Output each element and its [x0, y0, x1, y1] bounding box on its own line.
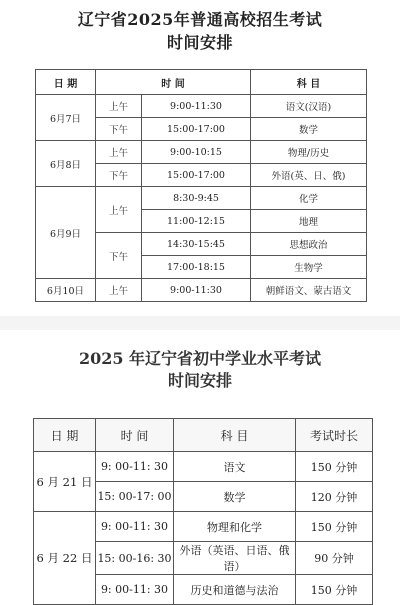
document-title-2	[0, 348, 400, 392]
duration-cell: 150 分钟	[296, 575, 373, 605]
subject-cell: 语文(汉语)	[251, 95, 367, 118]
title-2-line-2: 时间安排	[167, 371, 232, 390]
table-row	[34, 452, 373, 482]
subject-cell: 数学	[174, 482, 296, 512]
time-cell: 9: 00-11: 30	[96, 452, 174, 482]
subject-cell: 生物学	[251, 256, 367, 279]
subject-cell: 语文	[174, 452, 296, 482]
zhongkao-schedule-table	[33, 418, 373, 605]
period-cell: 下午	[96, 233, 142, 279]
period-cell: 下午	[96, 164, 142, 187]
duration-cell: 150 分钟	[296, 452, 373, 482]
subject-cell: 化学	[251, 187, 367, 210]
date-cell: 6 月 21 日	[34, 452, 96, 512]
subject-cell: 物理和化学	[174, 512, 296, 542]
date-cell: 6月7日	[36, 95, 96, 141]
header-date: 日 期	[34, 419, 96, 452]
title-2-line-1: 2025 年辽宁省初中学业水平考试	[78, 349, 322, 368]
subject-cell: 地理	[251, 210, 367, 233]
period-cell: 上午	[96, 95, 142, 118]
period-cell: 上午	[96, 141, 142, 164]
time-cell: 15: 00-16: 30	[96, 542, 174, 575]
period-cell: 上午	[96, 279, 142, 302]
title-1-line-1: 辽宁省2025年普通高校招生考试	[77, 10, 323, 29]
date-cell: 6月10日	[36, 279, 96, 302]
time-cell: 9:00-11:30	[142, 279, 251, 302]
duration-cell: 120 分钟	[296, 482, 373, 512]
header-subject: 科 目	[174, 419, 296, 452]
time-cell: 9:00-11:30	[142, 95, 251, 118]
time-cell: 11:00-12:15	[142, 210, 251, 233]
time-cell: 14:30-15:45	[142, 233, 251, 256]
subject-cell: 外语（英语、日语、俄语）	[174, 542, 296, 575]
header-time: 时 间	[96, 419, 174, 452]
time-cell: 9: 00-11: 30	[96, 575, 174, 605]
image-separator	[0, 316, 400, 330]
time-cell: 9: 00-11: 30	[96, 512, 174, 542]
gaokao-schedule-table	[35, 69, 367, 302]
header-time: 时 间	[96, 70, 251, 95]
document-title-1	[0, 8, 400, 54]
duration-cell: 150 分钟	[296, 512, 373, 542]
table-row	[34, 512, 373, 542]
subject-cell: 数学	[251, 118, 367, 141]
table-row	[36, 141, 367, 164]
header-date: 日 期	[36, 70, 96, 95]
header-duration: 考试时长	[296, 419, 373, 452]
subject-cell: 朝鲜语文、蒙古语文	[251, 279, 367, 302]
header-subject: 科 目	[251, 70, 367, 95]
time-cell: 15:00-17:00	[142, 164, 251, 187]
period-cell: 下午	[96, 118, 142, 141]
date-cell: 6月9日	[36, 187, 96, 279]
table-header-row	[34, 419, 373, 452]
table-header-row	[36, 70, 367, 95]
date-cell: 6月8日	[36, 141, 96, 187]
subject-cell: 外语(英、日、俄)	[251, 164, 367, 187]
date-cell: 6 月 22 日	[34, 512, 96, 605]
title-1-line-2: 时间安排	[166, 33, 233, 52]
time-cell: 15: 00-17: 00	[96, 482, 174, 512]
subject-cell: 思想政治	[251, 233, 367, 256]
period-cell: 上午	[96, 187, 142, 233]
subject-cell: 物理/历史	[251, 141, 367, 164]
table-row	[36, 187, 367, 210]
time-cell: 8:30-9:45	[142, 187, 251, 210]
subject-cell: 历史和道德与法治	[174, 575, 296, 605]
duration-cell: 90 分钟	[296, 542, 373, 575]
table-row	[36, 279, 367, 302]
table-row	[36, 95, 367, 118]
time-cell: 15:00-17:00	[142, 118, 251, 141]
time-cell: 9:00-10:15	[142, 141, 251, 164]
time-cell: 17:00-18:15	[142, 256, 251, 279]
